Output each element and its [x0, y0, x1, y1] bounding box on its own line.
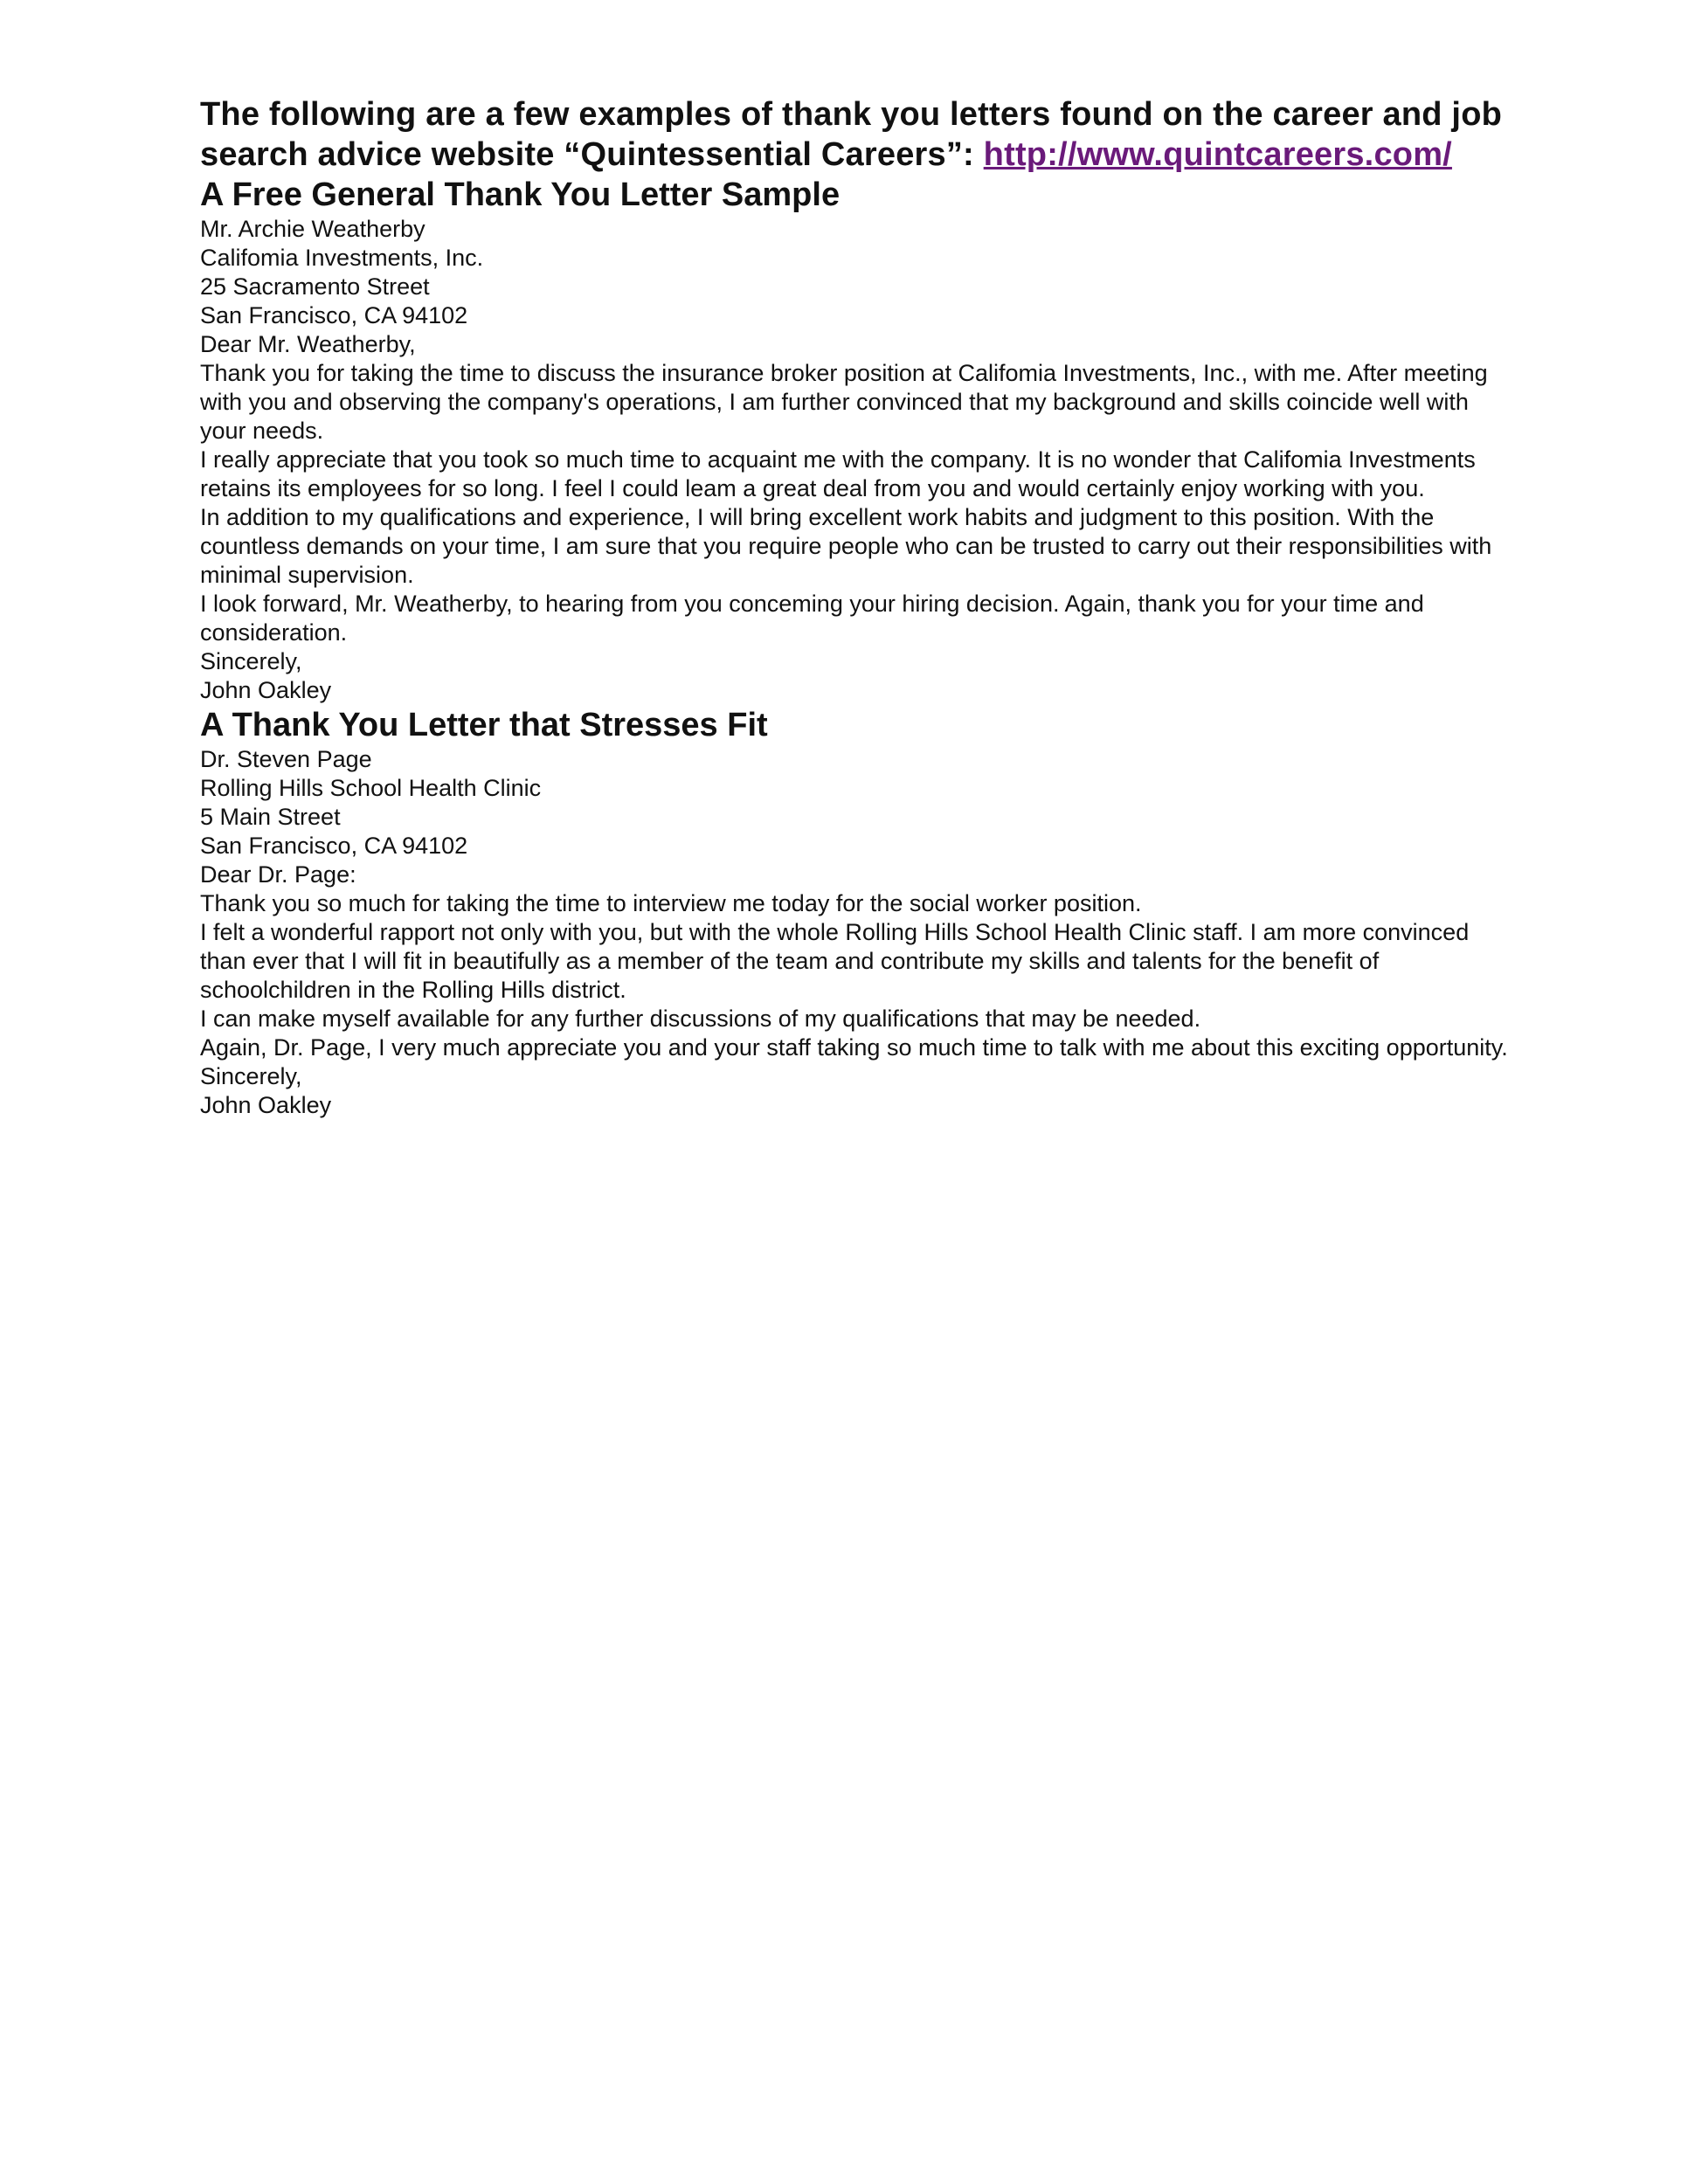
letter2-address-line: San Francisco, CA 94102: [200, 833, 468, 859]
letter1-address-line: 25 Sacramento Street: [200, 273, 430, 300]
letter1-address-line: Mr. Archie Weatherby: [200, 216, 425, 242]
letter2-closing: Sincerely,: [200, 1063, 302, 1089]
letter1-paragraph: I look forward, Mr. Weatherby, to hearing from you conceming your hiring decision. Again, thank you for your time and consideration.: [200, 591, 1424, 646]
letter1-salutation: Dear Mr. Weatherby,: [200, 331, 416, 357]
letter1-address-line: San Francisco, CA 94102: [200, 302, 468, 328]
letter2-paragraph: I can make myself available for any further discussions of my qualifications that may be needed.: [200, 1006, 1201, 1032]
letter1-paragraph: In addition to my qualifications and experience, I will bring excellent work habits and judgment to this position. With the countless demands on your time, I am sure that you require people who can be trusted to carry out their responsibilities with minimal supervision.: [200, 504, 1492, 588]
letter2-salutation: Dear Dr. Page:: [200, 861, 356, 888]
quintcareers-link[interactable]: http://www.quintcareers.com/: [983, 136, 1452, 173]
letter2-address: [200, 745, 1511, 860]
intro-sentence: The following are a few examples of thank you letters found on the career and job search advice website “Quintessential Careers”:: [200, 96, 1503, 173]
letter2-address-line: 5 Main Street: [200, 804, 341, 830]
letter1-heading: A Free General Thank You Letter Sample: [200, 176, 841, 213]
letter1-closing: Sincerely,: [200, 648, 302, 674]
letter2-paragraph: I felt a wonderful rapport not only with you, but with the whole Rolling Hills School Health Clinic staff. I am more convinced than ever that I will fit in beautifully as a member of the team and contribute my skills and talents for the benefit of schoolchildren in the Rolling Hills district.: [200, 919, 1470, 1003]
letter2-paragraph: Thank you so much for taking the time to interview me today for the social worker position.: [200, 890, 1142, 916]
letter2-signature: John Oakley: [200, 1092, 332, 1118]
letter1-paragraph: I really appreciate that you took so much time to acquaint me with the company. It is no wonder that Califomia Investments retains its employees for so long. I feel I could leam a great deal from you and would certainly enjoy working with you.: [200, 446, 1476, 501]
letter1-signature: John Oakley: [200, 677, 332, 703]
letter1-paragraph: Thank you for taking the time to discuss the insurance broker position at Califomia Investments, Inc., with me. After meeting with you and observing the company's operations, I am further convinced that my background and skills coincide well with your needs.: [200, 360, 1488, 444]
letter2-address-line: Rolling Hills School Health Clinic: [200, 775, 542, 801]
letter2-heading: A Thank You Letter that Stresses Fit: [200, 707, 768, 743]
letter1-address: [200, 215, 1511, 330]
letter2-address-line: Dr. Steven Page: [200, 746, 372, 772]
letter1-address-line: Califomia Investments, Inc.: [200, 245, 484, 271]
intro-text: [200, 94, 1511, 175]
document-content: [200, 94, 1511, 1120]
letter2-paragraph: Again, Dr. Page, I very much appreciate you and your staff taking so much time to talk with me about this exciting opportunity.: [200, 1034, 1508, 1061]
